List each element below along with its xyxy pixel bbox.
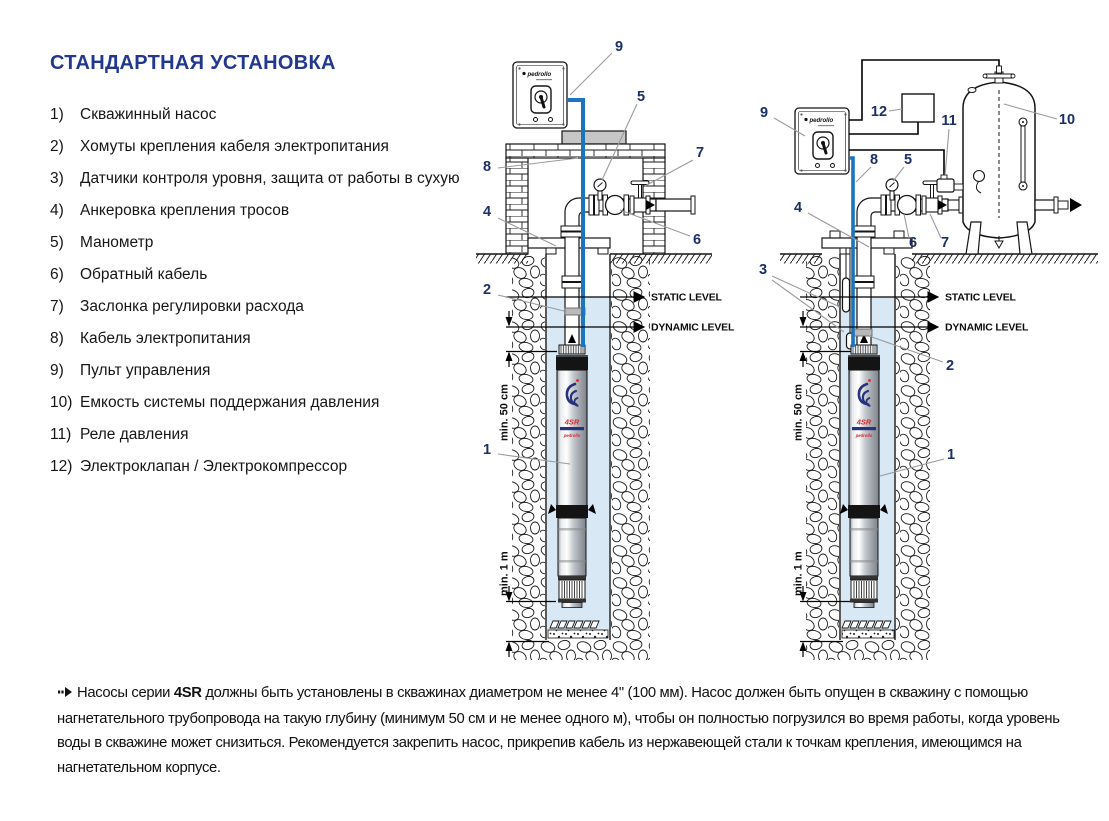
item-number: 11) [50,426,72,443]
pipe-elbow [565,198,590,228]
callout-number: 12 [870,104,888,120]
item-number: 1) [50,106,64,123]
item-label: Обратный кабель [80,266,208,283]
parts-list-item [50,419,460,451]
pump-model-label: 4SR [564,417,580,427]
panel-brand-label: pedrollo [527,72,552,78]
riser-pipe [562,228,582,346]
parts-list-item [50,355,460,387]
footnote [57,681,1089,780]
callout-number: 6 [908,235,918,251]
item-label: Электроклапан / Электрокомпрессор [80,458,348,475]
item-label: Скважинный насос [80,106,217,123]
cable-clamp [852,329,872,336]
item-number: 9) [50,362,64,379]
item-number: 4) [50,202,64,219]
electro-valve-box [902,94,934,122]
note-text-before: Насосы серии [77,685,174,701]
callout-number: 11 [941,113,957,129]
callout-number: 7 [940,235,950,251]
right-installation-diagram [759,60,1098,660]
pump-joint-band [556,505,588,518]
pipe-run [561,179,656,237]
callout-number: 9 [759,105,769,121]
chamber-lid [562,131,626,144]
callout-5 [893,152,912,181]
item-label: Хомуты крепления кабеля электропитания [80,138,389,155]
callout-number: 6 [692,232,702,248]
static-level-label: STATIC LEVEL [651,291,722,304]
item-label: Анкеровка крепления тросов [80,202,290,219]
parts-list-item [50,131,460,163]
parts-list-item [50,451,460,483]
static-level-label: STATIC LEVEL [945,291,1016,304]
min-1m-label: min. 1 m [498,551,511,596]
item-number: 5) [50,234,64,251]
callout-number: 9 [614,39,624,55]
parts-list-item [50,195,460,227]
tank-outlet [1035,197,1082,213]
callout-number: 4 [793,200,803,216]
ground-hatch [476,254,712,264]
item-number: 8) [50,330,64,347]
callout-number: 1 [482,442,492,458]
parts-list-item [50,99,460,131]
item-number: 3) [50,170,64,187]
callout-number: 1 [946,447,956,463]
parts-list-item [50,163,460,195]
installation-diagrams [470,25,1109,675]
pump-body [557,370,587,506]
item-number: 6) [50,266,64,283]
tank-inlet-pipe [948,197,963,213]
page-title: СТАНДАРТНАЯ УСТАНОВКА [50,52,336,74]
outlet-pipe [656,196,695,214]
min-1m-label: min. 1 m [792,551,805,596]
control-panel [795,108,849,174]
callout-12 [871,104,902,120]
tank-top-valve [983,66,1015,83]
riser-pipe [854,228,874,346]
left-installation-diagram [476,39,735,660]
outlet-flow-arrow [1070,198,1082,212]
callout-number: 3 [758,262,768,278]
callout-number: 10 [1058,112,1076,128]
pump-brand-label: pedrollo [563,433,581,438]
callout-9 [570,39,623,95]
callout-number: 8 [869,152,879,168]
min-50cm-label: min. 50 cm [498,384,511,441]
item-label: Пульт управления [80,362,211,379]
callout-number: 8 [482,159,492,175]
item-number: 12) [50,458,73,475]
callout-8 [856,152,878,182]
callout-number: 5 [903,152,913,168]
parts-list-item [50,259,460,291]
callout-number: 2 [945,358,955,374]
callout-number: 2 [482,282,492,298]
note-arrow-icon [57,682,73,707]
callout-number: 7 [695,145,705,161]
min-50cm-label: min. 50 cm [792,384,805,441]
note-pump-series: 4SR [173,685,202,701]
callout-number: 5 [636,89,646,105]
callout-8 [483,158,578,175]
pump-cable-guard [556,355,588,370]
control-panel [513,62,567,128]
brand-dot-icon [522,72,525,75]
parts-list-item [50,227,460,259]
item-label: Заслонка регулировки расхода [80,298,304,315]
item-number: 2) [50,138,64,155]
callout-number: 4 [482,204,492,220]
parts-list-item [50,291,460,323]
pressure-switch [937,175,963,192]
callout-7 [930,214,949,251]
dynamic-level-label: DYNAMIC LEVEL [651,321,735,334]
item-number: 7) [50,298,64,315]
pressure-tank [963,66,1082,254]
item-label: Реле давления [80,426,189,443]
note-text-after: должны быть установлены в скважинах диаметром не менее 4" (100 мм). Насос должен быть опущен в скважину с помощью нагнетательного трубопровода на такую глубину (минимум 50 см и не менее одного м), чтобы он полностью погрузился во время работы, когда уровень воды в скважине может снизиться. Рекомендуется закрепить насос, прикрепив кабель из нержавеющей стали к точкам крепления, имеющимся на нагнетательном корпусе. [57,685,1060,776]
item-label: Манометр [80,234,154,251]
item-number: 10) [50,394,73,411]
pump-motor [558,518,586,576]
check-valve [606,196,625,215]
item-label: Кабель электропитания [80,330,251,347]
parts-list-item [50,323,460,355]
parts-list [50,99,460,483]
dynamic-level-label: DYNAMIC LEVEL [945,321,1029,334]
item-label: Датчики контроля уровня, защита от работы в сухую [80,170,460,187]
pipe-run [853,179,948,237]
parts-list-item [50,387,460,419]
item-label: Емкость системы поддержания давления [80,394,380,411]
